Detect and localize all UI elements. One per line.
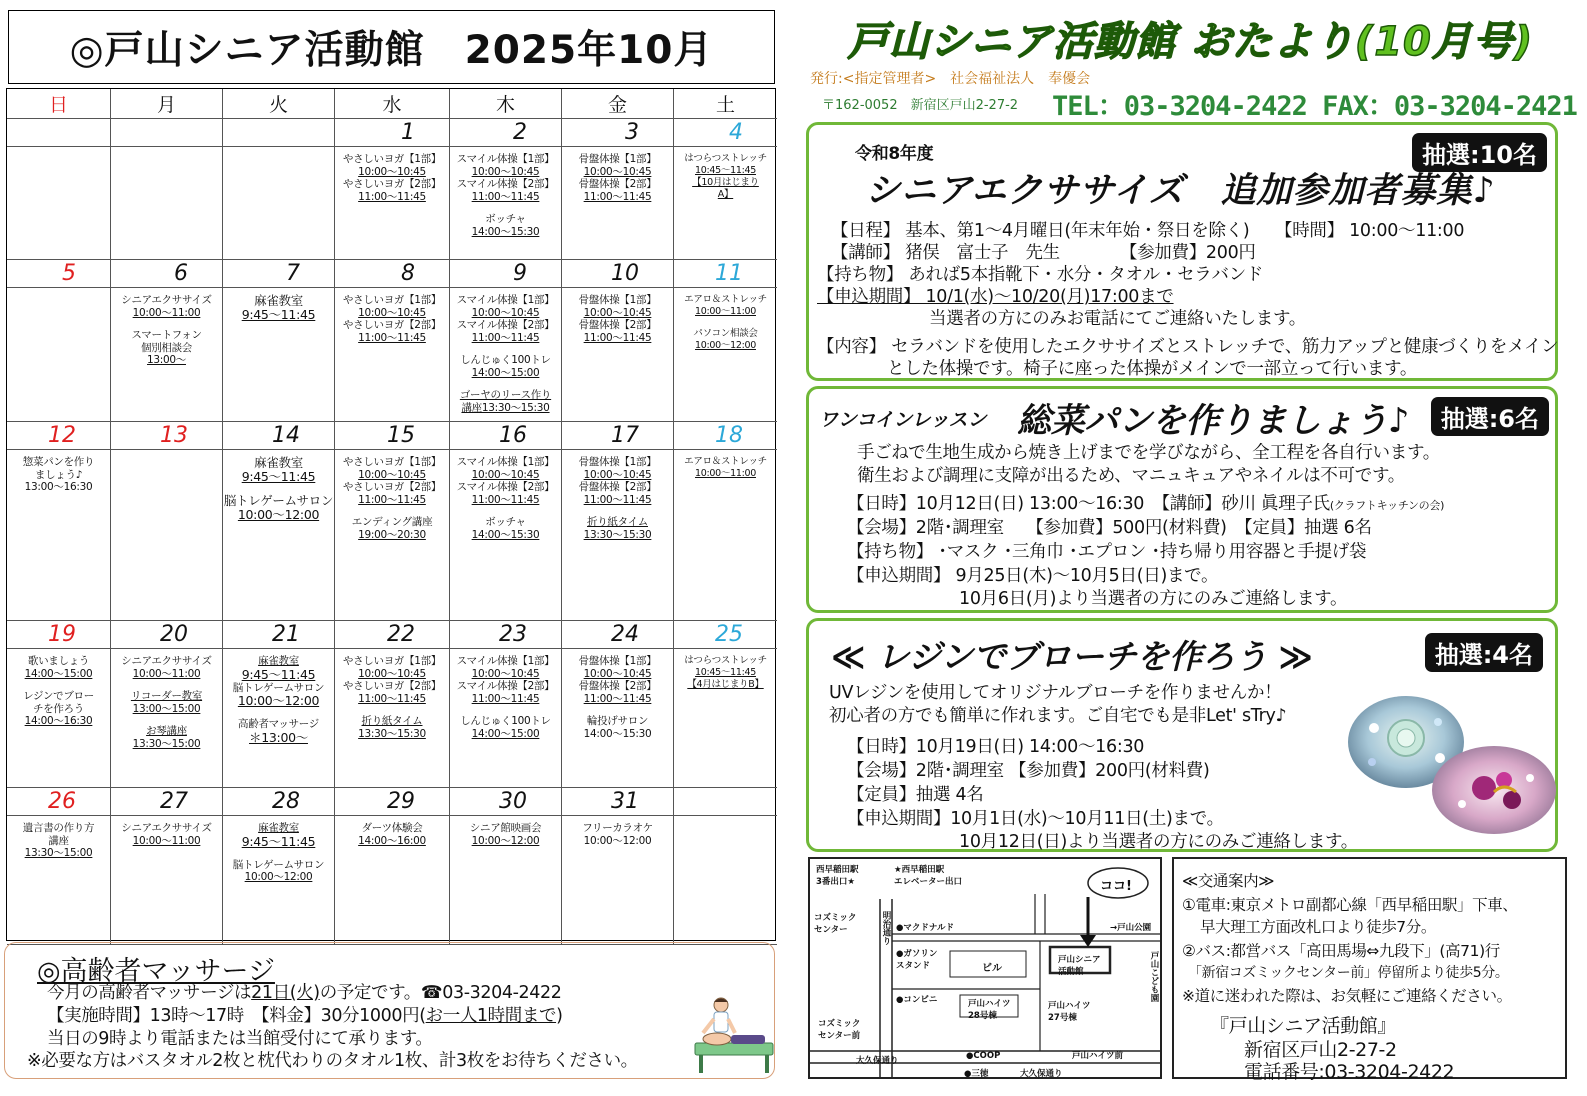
event-text: 14:00～16:00 bbox=[358, 834, 426, 847]
day-cell bbox=[7, 288, 111, 422]
day-cell bbox=[674, 450, 777, 621]
fiscal-year: 令和8年度 bbox=[855, 144, 934, 164]
day-cell bbox=[7, 816, 111, 945]
weekday-header: 金 bbox=[562, 89, 674, 119]
event-text: 11:00～11:45 bbox=[471, 190, 540, 203]
event-text: 骨盤体操【2部】 bbox=[578, 178, 657, 190]
event-text: やさしいヨガ【2部】 bbox=[342, 481, 442, 493]
event-text: お琴講座 bbox=[146, 725, 187, 737]
box2-line: 10月6日(月)より当選者の方にのみご連絡します。 bbox=[959, 589, 1348, 609]
date-number: 10 bbox=[562, 260, 674, 288]
event-text: やさしいヨガ【1部】 bbox=[342, 456, 442, 468]
date-number: 4 bbox=[674, 119, 777, 147]
date-number: 31 bbox=[562, 788, 674, 816]
day-cell bbox=[111, 147, 223, 260]
box3-line: 【会場】2階･調理室 【参加費】200円(材料費) bbox=[847, 761, 1210, 781]
event-text: 10:00～12:00 bbox=[237, 507, 320, 522]
event-text: 13:30～15:30 bbox=[583, 528, 652, 541]
day-cell bbox=[562, 816, 674, 945]
box2-line: 衛生および調理に支障が出るため、マニュキュアやネイルは不可です。 bbox=[857, 466, 1405, 486]
box2-line: 【会場】2階･調理室 【参加費】500円(材料費) 【定員】抽選 6名 bbox=[847, 518, 1372, 538]
event-text: 脳トレゲームサロン bbox=[232, 681, 325, 694]
weekday-header: 日 bbox=[7, 89, 111, 119]
map-label: コズミック センター bbox=[814, 913, 857, 935]
event-text: 骨盤体操【1部】 bbox=[578, 456, 657, 468]
event-text: やさしいヨガ【1部】 bbox=[342, 153, 442, 165]
event-text: 10:00～10:45 bbox=[471, 165, 540, 178]
event-text: やさしいヨガ【2部】 bbox=[342, 178, 442, 190]
event-text: 13:00～ bbox=[147, 354, 186, 366]
box1-line: 当選者の方にのみお電話にてご連絡いたします。 bbox=[929, 309, 1306, 329]
massage-title: ◎高齢者マッサージ bbox=[37, 956, 275, 987]
event-text: 11:00～11:45 bbox=[583, 331, 652, 344]
box2-heading: 総菜パンを作りましょう♪ bbox=[1017, 401, 1410, 441]
day-cell bbox=[450, 649, 562, 788]
massage-line-1: 今月の高齢者マッサージは21日(火)の予定です。☎03-3204-2422 bbox=[47, 983, 562, 1003]
box2-line: 手ごねで生地生成から焼き上げまでを学びながら、全工程を各自行います。 bbox=[857, 443, 1440, 463]
massage-illustration bbox=[687, 995, 777, 1075]
date-number: 16 bbox=[450, 422, 562, 450]
event-text: 11:00～11:45 bbox=[471, 331, 540, 344]
day-cell bbox=[674, 288, 777, 422]
event-text: 13:00～15:00 bbox=[132, 702, 201, 715]
day-cell bbox=[335, 816, 450, 945]
org-address: 新宿区戸山2-27-2 bbox=[1244, 1039, 1397, 1061]
access-title: ≪交通案内≫ bbox=[1182, 872, 1275, 890]
box2-line: 【日時】10月12日(日) 13:00～16:30 【講師】砂川 眞理子氏(クラフトキッチンの会) bbox=[847, 494, 1445, 514]
event-text: 11:00～11:45 bbox=[583, 190, 652, 203]
date-number: 22 bbox=[335, 621, 450, 649]
event-text: 骨盤体操【1部】 bbox=[578, 153, 657, 165]
event-text: しんじゅく100トレ bbox=[460, 715, 551, 727]
event-text: シニア館映画会 bbox=[469, 822, 542, 834]
publisher: 発行:<指定管理者> 社会福祉法人 奉優会 bbox=[810, 71, 1091, 87]
event-text: 【10月はじまり bbox=[692, 177, 759, 188]
day-cell bbox=[111, 288, 223, 422]
event-text: 11:00～11:45 bbox=[583, 692, 652, 705]
event-text: 歌いましょう bbox=[27, 655, 90, 667]
box1-heading: シニアエクササイズ 追加参加者募集♪ bbox=[865, 171, 1496, 211]
date-number bbox=[223, 119, 335, 147]
map-label: ●三徳 bbox=[964, 1069, 989, 1079]
event-text: 折り紙タイム bbox=[587, 516, 648, 528]
massage-line-3: 当日の9時より電話または当館受付にて承ります。 bbox=[47, 1029, 433, 1049]
event-text: エアロ＆ストレッチ bbox=[684, 294, 767, 305]
event-text: 輪投げサロン bbox=[586, 715, 649, 727]
access-line: 早大理工方面改札口より徒歩7分。 bbox=[1200, 918, 1436, 936]
date-number bbox=[7, 119, 111, 147]
access-line: ②バス:都営バス「高田馬場⇔九段下」(高71)行 bbox=[1182, 942, 1500, 960]
map-label: 戸山ハイツ 27号棟 bbox=[1048, 1001, 1091, 1023]
event-text: 遺言書の作り方 bbox=[22, 822, 95, 834]
event-text: 9:45～11:45 bbox=[241, 833, 316, 849]
event-text: 9:45～11:45 bbox=[241, 666, 316, 682]
event-text: 個別相談会 bbox=[141, 341, 192, 354]
event-text: 骨盤体操【2部】 bbox=[578, 481, 657, 493]
day-cell bbox=[450, 816, 562, 945]
map-label: 明治通り bbox=[881, 911, 891, 945]
event-text: 麻雀教室 bbox=[258, 655, 299, 667]
tel-fax: TEL：03-3204-2422 FAX：03-3204-2421 bbox=[1052, 91, 1577, 122]
day-cell bbox=[335, 288, 450, 422]
weekday-header: 月 bbox=[111, 89, 223, 119]
date-number: 29 bbox=[335, 788, 450, 816]
access-map bbox=[808, 857, 1162, 1079]
event-text: 14:00～15:30 bbox=[471, 225, 540, 238]
event-text: リコーダー教室 bbox=[130, 690, 203, 702]
day-cell bbox=[562, 649, 674, 788]
event-text: 10:00～12:00 bbox=[237, 693, 320, 708]
date-number: 17 bbox=[562, 422, 674, 450]
event-text: 【4月はじまりB】 bbox=[687, 679, 764, 690]
day-cell bbox=[223, 649, 335, 788]
day-cell bbox=[562, 288, 674, 422]
bread-lesson-box bbox=[806, 386, 1558, 613]
event-text: 13:30～15:00 bbox=[24, 847, 93, 859]
brooch-photo bbox=[1344, 692, 1558, 837]
event-text: ＊13:00～ bbox=[249, 729, 308, 745]
day-cell bbox=[223, 450, 335, 621]
map-label: コズミック センター前 bbox=[818, 1019, 861, 1041]
event-text: スマイル体操【2部】 bbox=[456, 481, 555, 493]
event-text: 脳トレゲームサロン bbox=[232, 858, 325, 871]
day-cell bbox=[674, 147, 777, 260]
event-text: 14:00～15:00 bbox=[24, 667, 93, 680]
event-text: 10:00～10:45 bbox=[358, 165, 426, 178]
box2-line: 【持ち物】 ･マスク ･三角巾 ･エプロン ･持ち帰り用容器と手提げ袋 bbox=[847, 542, 1367, 562]
event-text: 13:30～15:00 bbox=[132, 737, 201, 750]
day-cell bbox=[111, 450, 223, 621]
event-text: 麻雀教室 bbox=[254, 293, 303, 308]
event-text: スマイル体操【1部】 bbox=[456, 456, 555, 468]
date-number: 3 bbox=[562, 119, 674, 147]
box1-line: 【申込期間】 10/1(水)～10/20(月)17:00まで bbox=[817, 287, 1174, 307]
box1-line: 【日程】 基本、第1～4月曜日(年末年始・祭日を除く) 【時間】 10:00～11:00 bbox=[831, 221, 1465, 241]
event-text: 13:30～15:30 bbox=[358, 727, 426, 740]
access-info bbox=[1172, 857, 1567, 1083]
map-label: →戸山公園 bbox=[1110, 923, 1152, 933]
date-number: 20 bbox=[111, 621, 223, 649]
event-text: 11:00～11:45 bbox=[358, 692, 426, 705]
day-cell bbox=[450, 450, 562, 621]
event-text: ましょう♪ bbox=[34, 468, 83, 481]
event-text: スマイル体操【1部】 bbox=[456, 655, 555, 667]
event-text: レジンでブロー bbox=[23, 690, 94, 702]
event-text: 10:00～10:45 bbox=[471, 667, 540, 680]
date-number: 30 bbox=[450, 788, 562, 816]
box1-line: 【持ち物】 あれば5本指靴下・水分・タオル・セラバンド bbox=[817, 265, 1264, 285]
box2-prefix: ワンコインレッスン bbox=[819, 409, 987, 431]
event-text: チを作ろう bbox=[33, 702, 84, 715]
event-text: エアロ＆ストレッチ bbox=[684, 456, 767, 467]
day-cell bbox=[111, 816, 223, 945]
calendar-grid bbox=[6, 88, 776, 941]
map-label: 戸山シニア 活動館 bbox=[1058, 955, 1101, 977]
event-text: 惣菜パンを作り bbox=[22, 456, 95, 468]
day-cell bbox=[450, 147, 562, 260]
box1-line: とした体操です。椅子に座った体操がメインで一部立って行います。 bbox=[887, 359, 1418, 379]
event-text: 13:00～16:30 bbox=[24, 481, 93, 493]
event-text: 14:00～15:00 bbox=[471, 366, 540, 379]
event-text: シニアエクササイズ bbox=[121, 655, 212, 667]
access-line: ※道に迷われた際は、お気軽にご連絡ください。 bbox=[1182, 987, 1512, 1005]
event-text: シニアエクササイズ bbox=[121, 822, 212, 834]
day-cell bbox=[223, 816, 335, 945]
event-text: 脳トレゲームサロン bbox=[223, 493, 334, 508]
date-number: 14 bbox=[223, 422, 335, 450]
event-text: 講座 bbox=[48, 834, 69, 847]
event-text: 麻雀教室 bbox=[258, 822, 299, 834]
event-text: 11:00～11:45 bbox=[471, 493, 540, 506]
event-text: 11:00～11:45 bbox=[358, 190, 426, 203]
date-number: 6 bbox=[111, 260, 223, 288]
event-text: 11:00～11:45 bbox=[358, 493, 426, 506]
box3-line: 【申込期間】10月1日(水)～10月11日(土)まで。 bbox=[847, 809, 1224, 829]
event-text: 折り紙タイム bbox=[361, 715, 423, 727]
date-number bbox=[674, 788, 777, 816]
day-cell bbox=[562, 450, 674, 621]
date-number: 1 bbox=[335, 119, 450, 147]
day-cell bbox=[335, 649, 450, 788]
event-text: 10:45～11:45 bbox=[695, 667, 756, 678]
lottery-badge: 抽選:10名 bbox=[1412, 133, 1547, 172]
event-text: フリーカラオケ bbox=[582, 822, 653, 834]
event-text: やさしいヨガ【2部】 bbox=[342, 319, 442, 331]
date-number: 13 bbox=[111, 422, 223, 450]
event-text: 麻雀教室 bbox=[254, 455, 303, 470]
box3-line: 【日時】10月19日(日) 14:00～16:30 bbox=[847, 737, 1145, 757]
exercise-recruit-box bbox=[806, 122, 1558, 381]
event-text: 10:00～11:00 bbox=[132, 306, 201, 319]
day-cell bbox=[335, 450, 450, 621]
date-number: 26 bbox=[7, 788, 111, 816]
event-text: 10:00～11:00 bbox=[132, 834, 201, 847]
event-text: 10:00～10:45 bbox=[583, 165, 652, 178]
event-text: 14:00～16:30 bbox=[24, 715, 93, 727]
date-number: 23 bbox=[450, 621, 562, 649]
event-text: 10:00～12:00 bbox=[471, 834, 540, 847]
box2-line: 【申込期間】 9月25日(木)～10月5日(日)まで。 bbox=[847, 566, 1219, 586]
map-label: 戸山ハイツ前 bbox=[1072, 1051, 1124, 1061]
event-text: ボッチャ bbox=[485, 213, 526, 225]
calendar-title: ◎戸山シニア活動館 2025年10月 bbox=[8, 10, 775, 84]
event-text: シニアエクササイズ bbox=[121, 294, 212, 306]
event-text: 10:00～10:45 bbox=[358, 667, 426, 680]
event-text: はつらつストレッチ bbox=[684, 655, 767, 666]
event-text: エンディング講座 bbox=[351, 516, 433, 528]
map-label: ●コンビニ bbox=[896, 995, 938, 1005]
event-text: 14:00～15:00 bbox=[471, 727, 540, 740]
day-cell bbox=[674, 649, 777, 788]
box3-heading: ≪ レジンでブローチを作ろう ≫ bbox=[831, 637, 1313, 676]
newsletter-title: 戸山シニア活動館 おたより(10月号) bbox=[848, 19, 1534, 65]
massage-line-4: ※必要な方はバスタオル2枚と枕代わりのタオル1枚、計3枚をお待ちください。 bbox=[27, 1051, 638, 1071]
event-text: 9:45～11:45 bbox=[241, 469, 316, 484]
day-cell bbox=[7, 649, 111, 788]
date-number: 18 bbox=[674, 422, 777, 450]
event-text: 10:00～11:00 bbox=[695, 306, 756, 317]
date-number bbox=[111, 119, 223, 147]
event-text: スマイル体操【2部】 bbox=[456, 680, 555, 692]
event-text: しんじゅく100トレ bbox=[460, 354, 551, 366]
box3-line: 【定員】抽選 4名 bbox=[847, 785, 984, 805]
day-cell bbox=[7, 450, 111, 621]
date-number: 25 bbox=[674, 621, 777, 649]
map-label: 西早稲田駅 3番出口★ bbox=[816, 865, 859, 887]
event-text: ダーツ体験会 bbox=[361, 822, 423, 834]
event-text: 19:00～20:30 bbox=[358, 528, 426, 541]
event-text: 10:00～10:45 bbox=[471, 468, 540, 481]
event-text: 10:00～12:00 bbox=[244, 871, 313, 883]
map-label: ●COOP bbox=[966, 1051, 1001, 1061]
event-text: 10:45～11:45 bbox=[695, 165, 756, 176]
box1-line: 【講師】 猪俣 富士子 先生 【参加費】200円 bbox=[831, 243, 1256, 263]
box1-line: 【内容】 セラバンドを使用したエクササイズとストレッチで、筋力アップと健康づくりをメイン bbox=[817, 337, 1559, 357]
massage-line-2: 【実施時間】13時～17時 【料金】30分1000円(お一人1時間まで) bbox=[47, 1006, 563, 1026]
day-cell bbox=[7, 147, 111, 260]
weekday-header: 水 bbox=[335, 89, 450, 119]
map-label: ●ガソリン スタンド bbox=[896, 949, 938, 971]
event-text: 11:00～11:45 bbox=[358, 331, 426, 344]
event-text: スマイル体操【1部】 bbox=[456, 294, 555, 306]
date-number: 5 bbox=[7, 260, 111, 288]
date-number: 24 bbox=[562, 621, 674, 649]
lottery-badge: 抽選:4名 bbox=[1425, 633, 1543, 672]
day-cell bbox=[562, 147, 674, 260]
access-line: ①電車:東京メトロ副都心線「西早稲田駅」下車、 bbox=[1182, 896, 1518, 914]
event-text: 10:00～12:00 bbox=[695, 340, 756, 351]
event-text: やさしいヨガ【1部】 bbox=[342, 655, 442, 667]
event-text: 10:00～12:00 bbox=[583, 834, 652, 847]
box3-line: UVレジンを使用してオリジナルブローチを作りませんか！ bbox=[829, 683, 1282, 703]
event-text: 10:00～11:00 bbox=[695, 468, 756, 479]
day-cell bbox=[223, 288, 335, 422]
event-text: 10:00～10:45 bbox=[358, 306, 426, 319]
event-text: ボッチャ bbox=[485, 516, 526, 528]
event-text: 10:00～11:00 bbox=[132, 667, 201, 680]
day-cell bbox=[674, 816, 777, 945]
map-label: ココ! bbox=[1100, 879, 1132, 894]
map-label: ★西早稲田駅 エレベーター出口 bbox=[894, 865, 963, 887]
event-text: 骨盤体操【2部】 bbox=[578, 680, 657, 692]
event-text: ゴーヤのリース作り bbox=[459, 389, 552, 401]
day-cell bbox=[223, 147, 335, 260]
newsletter-address: 〒162-0052 新宿区戸山2-27-2 bbox=[822, 98, 1019, 113]
date-number: 28 bbox=[223, 788, 335, 816]
map-label: 大久保通り bbox=[1020, 1069, 1063, 1079]
access-line: 「新宿コズミックセンター前」停留所より徒歩5分。 bbox=[1188, 965, 1509, 981]
date-number: 2 bbox=[450, 119, 562, 147]
weekday-header: 火 bbox=[223, 89, 335, 119]
event-text: 10:00～10:45 bbox=[358, 468, 426, 481]
date-number: 27 bbox=[111, 788, 223, 816]
event-text: 10:00～10:45 bbox=[471, 306, 540, 319]
event-text: 9:45～11:45 bbox=[241, 307, 316, 322]
event-text: 11:00～11:45 bbox=[471, 692, 540, 705]
event-text: スマイル体操【2部】 bbox=[456, 178, 555, 190]
event-text: 10:00～10:45 bbox=[583, 667, 652, 680]
event-text: 10:00～10:45 bbox=[583, 306, 652, 319]
event-text: やさしいヨガ【1部】 bbox=[342, 294, 442, 306]
day-cell bbox=[335, 147, 450, 260]
date-number: 15 bbox=[335, 422, 450, 450]
date-number: 12 bbox=[7, 422, 111, 450]
event-text: A】 bbox=[717, 189, 734, 200]
event-text: はつらつストレッチ bbox=[684, 153, 767, 164]
event-text: スマイル体操【2部】 bbox=[456, 319, 555, 331]
event-text: スマートフォン bbox=[131, 329, 202, 341]
map-label: 戸山こども園 bbox=[1149, 951, 1159, 1002]
date-number: 19 bbox=[7, 621, 111, 649]
event-text: 11:00～11:45 bbox=[583, 493, 652, 506]
org-name: 『戸山シニア活動館』 bbox=[1210, 1015, 1397, 1037]
box3-line: 初心者の方でも簡単に作れます。ご自宅でも是非Let' sTry♪ bbox=[829, 706, 1287, 726]
event-text: 高齢者マッサージ bbox=[238, 718, 319, 730]
event-text: 14:00～15:30 bbox=[471, 528, 540, 541]
date-number: 9 bbox=[450, 260, 562, 288]
event-text: 骨盤体操【2部】 bbox=[578, 319, 657, 331]
weekday-header: 土 bbox=[674, 89, 777, 119]
lottery-badge: 抽選:6名 bbox=[1431, 397, 1549, 436]
map-label: 大久保通り bbox=[856, 1056, 899, 1066]
map-label: ビル bbox=[982, 963, 1002, 974]
event-text: 骨盤体操【1部】 bbox=[578, 655, 657, 667]
event-text: 14:00～15:30 bbox=[583, 727, 652, 740]
event-text: パソコン相談会 bbox=[693, 328, 758, 339]
event-text: 10:00～10:45 bbox=[583, 468, 652, 481]
date-number: 8 bbox=[335, 260, 450, 288]
date-number: 7 bbox=[223, 260, 335, 288]
event-text: やさしいヨガ【2部】 bbox=[342, 680, 442, 692]
event-text: スマイル体操【1部】 bbox=[456, 153, 555, 165]
event-text: 講座13:30～15:30 bbox=[461, 401, 550, 414]
map-label: 戸山ハイツ 28号棟 bbox=[968, 999, 1011, 1021]
map-label: ●マクドナルド bbox=[896, 923, 954, 933]
massage-section bbox=[4, 942, 775, 1079]
date-number: 11 bbox=[674, 260, 777, 288]
day-cell bbox=[450, 288, 562, 422]
event-text: 骨盤体操【1部】 bbox=[578, 294, 657, 306]
org-phone: 電話番号:03-3204-2422 bbox=[1244, 1061, 1455, 1083]
weekday-header: 木 bbox=[450, 89, 562, 119]
date-number: 21 bbox=[223, 621, 335, 649]
box3-line: 10月12日(日)より当選者の方にのみご連絡します。 bbox=[959, 832, 1358, 852]
day-cell bbox=[111, 649, 223, 788]
